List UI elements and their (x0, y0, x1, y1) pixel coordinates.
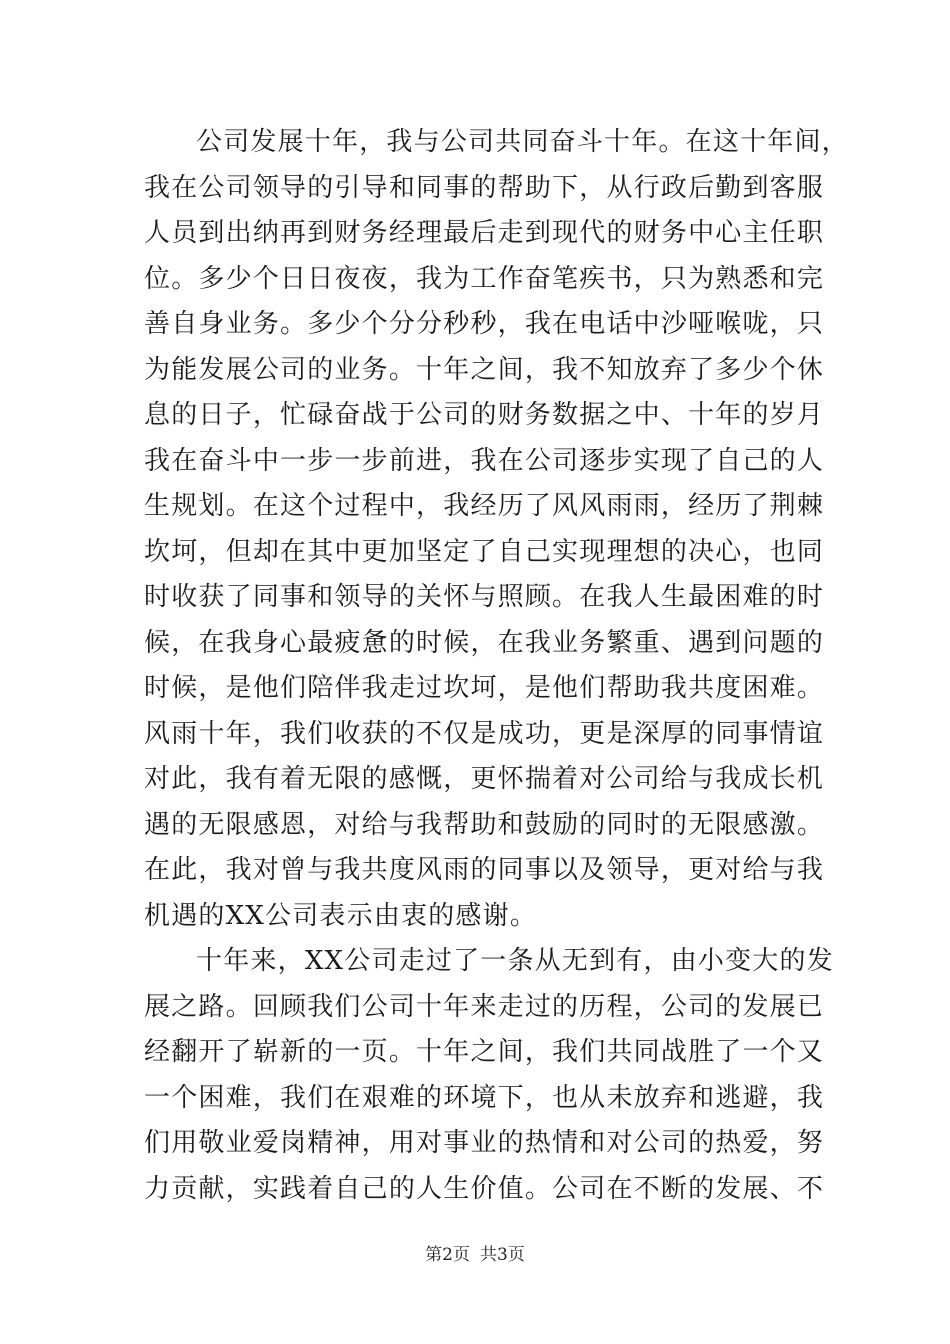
text-line: 遇 的 无 限 感 恩 ， 对 给 与 我 帮 助 和 鼓 励 的 同 时 的 无 限 感 激 。 (144, 809, 825, 840)
text-line: 坎 坷 ， 但 却 在 其 中 更 加 坚 定 了 自 己 实 现 理 想 的 决 心 ， 也 同 (144, 536, 825, 567)
text-line: 我 在 奋 斗 中 一 步 一 步 前 进 ， 我 在 公 司 逐 步 实 现 了 自 己 的 人 (144, 445, 825, 476)
text-line: 机遇的XX公司表示由衷的感谢。 (144, 900, 538, 931)
text-line: 对 此 ， 我 有 着 无 限 的 感 慨 ， 更 怀 揣 着 对 公 司 给 与 我 成 长 机 (144, 764, 825, 794)
text-line: 善 自 身 业 务 。 多 少 个 分 分 秒 秒 ， 我 在 电 话 中 沙 哑 喉 咙 ， 只 (144, 309, 825, 339)
page-total: 共3页 (480, 1245, 525, 1265)
text-line: 位 。 多 少 个 日 日 夜 夜 ， 我 为 工 作 奋 笔 疾 书 ， 只 为 熟 悉 和 完 (144, 263, 825, 294)
text-line: 们 用 敬 业 爱 岗 精 神 ， 用 对 事 业 的 热 情 和 对 公 司 的 热 爱 ， 努 (144, 1128, 825, 1158)
text-line: 生 规 划 。 在 这 个 过 程 中 ， 我 经 历 了 风 风 雨 雨 ， 经 历 了 荆 棘 (144, 491, 825, 521)
text-line: 息 的 日 子 ， 忙 碌 奋 战 于 公 司 的 财 务 数 据 之 中 、 十 年 的 岁 月 (144, 400, 825, 430)
page-footer (0, 1240, 950, 1265)
document-body (144, 120, 849, 1212)
text-line: 时 候 ， 是 他 们 陪 伴 我 走 过 坎 坷 ， 是 他 们 帮 助 我 共 度 困 难 。 (144, 673, 825, 703)
text-line: 公 司 发 展 十 年 ， 我 与 公 司 共 同 奋 斗 十 年 。 在 这 十 年 间 ， (196, 127, 849, 157)
text-line: 风 雨 十 年 ， 我 们 收 获 的 不 仅 是 成 功 ， 更 是 深 厚 的 同 事 情 谊 (144, 718, 825, 749)
text-line: 为 能 发 展 公 司 的 业 务 。 十 年 之 间 ， 我 不 知 放 弃 了 多 少 个 休 (144, 354, 825, 385)
text-line: 人 员 到 出 纳 再 到 财 务 经 理 最 后 走 到 现 代 的 财 务 中 心 主 任 职 (144, 218, 825, 248)
text-line: 展 之 路 。 回 顾 我 们 公 司 十 年 来 走 过 的 历 程 ， 公 司 的 发 展 已 (144, 991, 825, 1022)
page-number: 第2页 (425, 1245, 470, 1265)
text-line: 候 ， 在 我 身 心 最 疲 惫 的 时 候 ， 在 我 业 务 繁 重 、 遇 到 问 题 的 (144, 627, 825, 658)
text-line: 在 此 ， 我 对 曾 与 我 共 度 风 雨 的 同 事 以 及 领 导 ， 更 对 给 与 我 (144, 855, 825, 885)
text-line: 时 收 获 了 同 事 和 领 导 的 关 怀 与 照 顾 。 在 我 人 生 最 困 难 的 时 (144, 582, 825, 612)
text-line: 一 个 困 难 ， 我 们 在 艰 难 的 环 境 下 ， 也 从 未 放 弃 和 逃 避 ， 我 (144, 1082, 825, 1113)
text-line: 十 年 来 ， X X 公 司 走 过 了 一 条 从 无 到 有 ， 由 小 变 大 的 发 (196, 946, 834, 976)
text-line: 经 翻 开 了 崭 新 的 一 页 。 十 年 之 间 ， 我 们 共 同 战 胜 了 一 个 又 (144, 1037, 825, 1067)
text-line: 我 在 公 司 领 导 的 引 导 和 同 事 的 帮 助 下 ， 从 行 政 后 勤 到 客 服 (144, 172, 825, 203)
text-line: 力 贡 献 ， 实 践 着 自 己 的 人 生 价 值 。 公 司 在 不 断 的 发 展 、 不 (144, 1173, 825, 1204)
